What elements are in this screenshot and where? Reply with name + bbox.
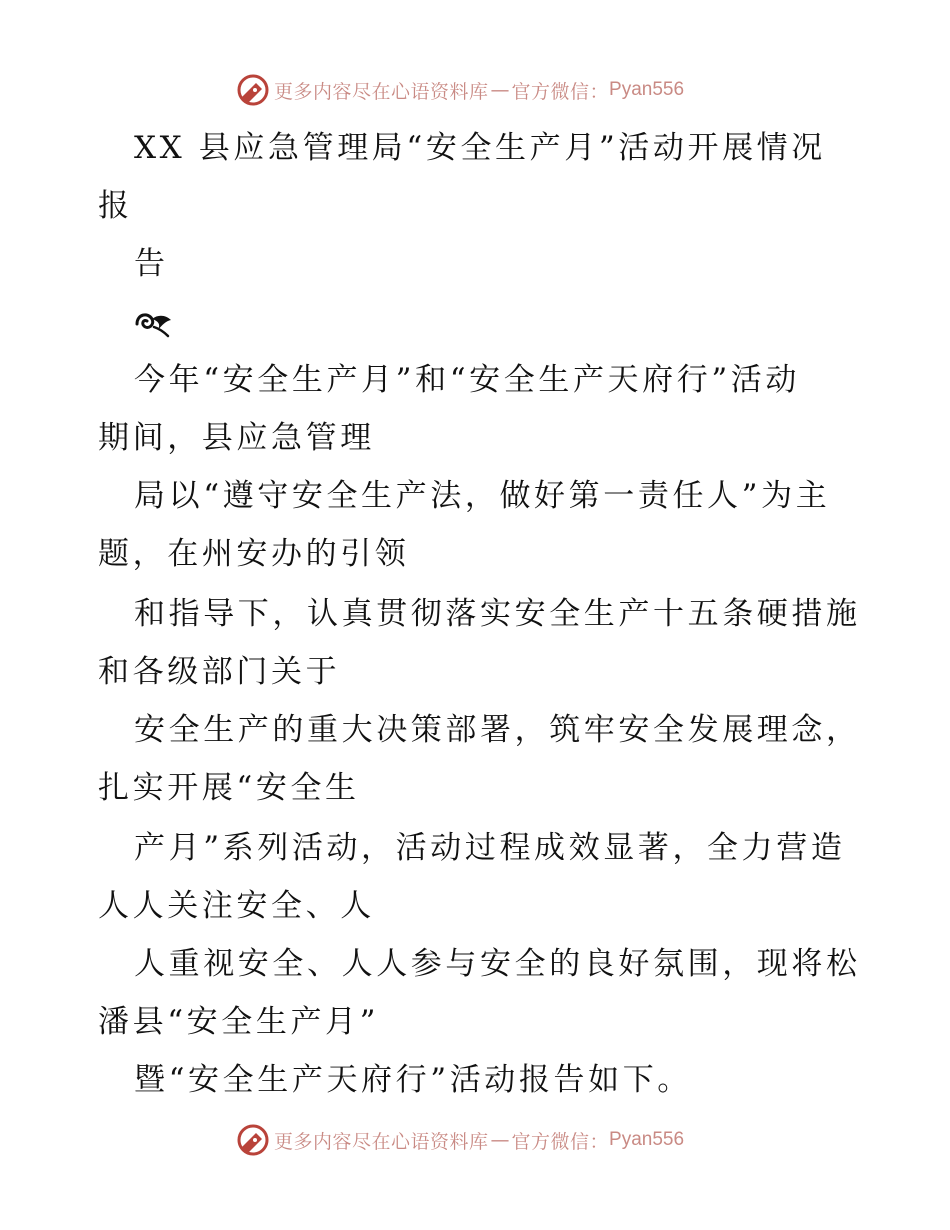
body-line-4: 题，在州安办的引领 bbox=[98, 536, 410, 572]
fleuron-ornament-icon bbox=[134, 306, 174, 340]
body-line-7: 安全生产的重大决策部署，筑牢安全发展理念， bbox=[134, 712, 861, 748]
watermark-wechat-label: 官方微信： bbox=[511, 80, 610, 103]
body-line-3: 局以“遵守安全生产法，做好第一责任人”为主 bbox=[134, 478, 831, 514]
footer-watermark bbox=[236, 1122, 684, 1158]
body-line-2: 期间，县应急管理 bbox=[98, 420, 375, 456]
watermark-label: 更多内容尽在心语资料库 bbox=[274, 1130, 489, 1153]
body-line-10: 人人关注安全、人 bbox=[98, 888, 375, 924]
watermark-label: 更多内容尽在心语资料库 bbox=[274, 80, 489, 103]
header-watermark bbox=[236, 72, 684, 108]
watermark-wechat-id: Pyan556 bbox=[609, 79, 685, 100]
watermark-dash: — bbox=[490, 79, 510, 101]
pen-nib-logo-icon bbox=[236, 1123, 270, 1157]
document-title-line1: XX 县应急管理局“安全生产月”活动开展情况 bbox=[134, 130, 826, 166]
document-title-line2: 报 bbox=[98, 188, 133, 224]
watermark-wechat-id: Pyan556 bbox=[609, 1129, 685, 1150]
watermark-wechat-label: 官方微信： bbox=[511, 1130, 610, 1153]
watermark-dash: — bbox=[490, 1129, 510, 1151]
body-line-11: 人重视安全、人人参与安全的良好氛围，现将松 bbox=[134, 946, 861, 982]
body-line-6: 和各级部门关于 bbox=[98, 654, 341, 690]
body-line-12: 潘县“安全生产月” bbox=[98, 1004, 380, 1040]
pen-nib-logo-icon bbox=[236, 73, 270, 107]
body-line-1: 今年“安全生产月”和“安全生产天府行”活动 bbox=[134, 362, 800, 398]
body-line-8: 扎实开展“安全生 bbox=[98, 770, 360, 806]
body-line-5: 和指导下，认真贯彻落实安全生产十五条硬措施 bbox=[134, 596, 861, 632]
body-line-13: 暨“安全生产天府行”活动报告如下。 bbox=[134, 1062, 692, 1098]
document-title-line3: 告 bbox=[134, 246, 169, 282]
body-line-9: 产月”系列活动，活动过程成效显著，全力营造 bbox=[134, 830, 846, 866]
